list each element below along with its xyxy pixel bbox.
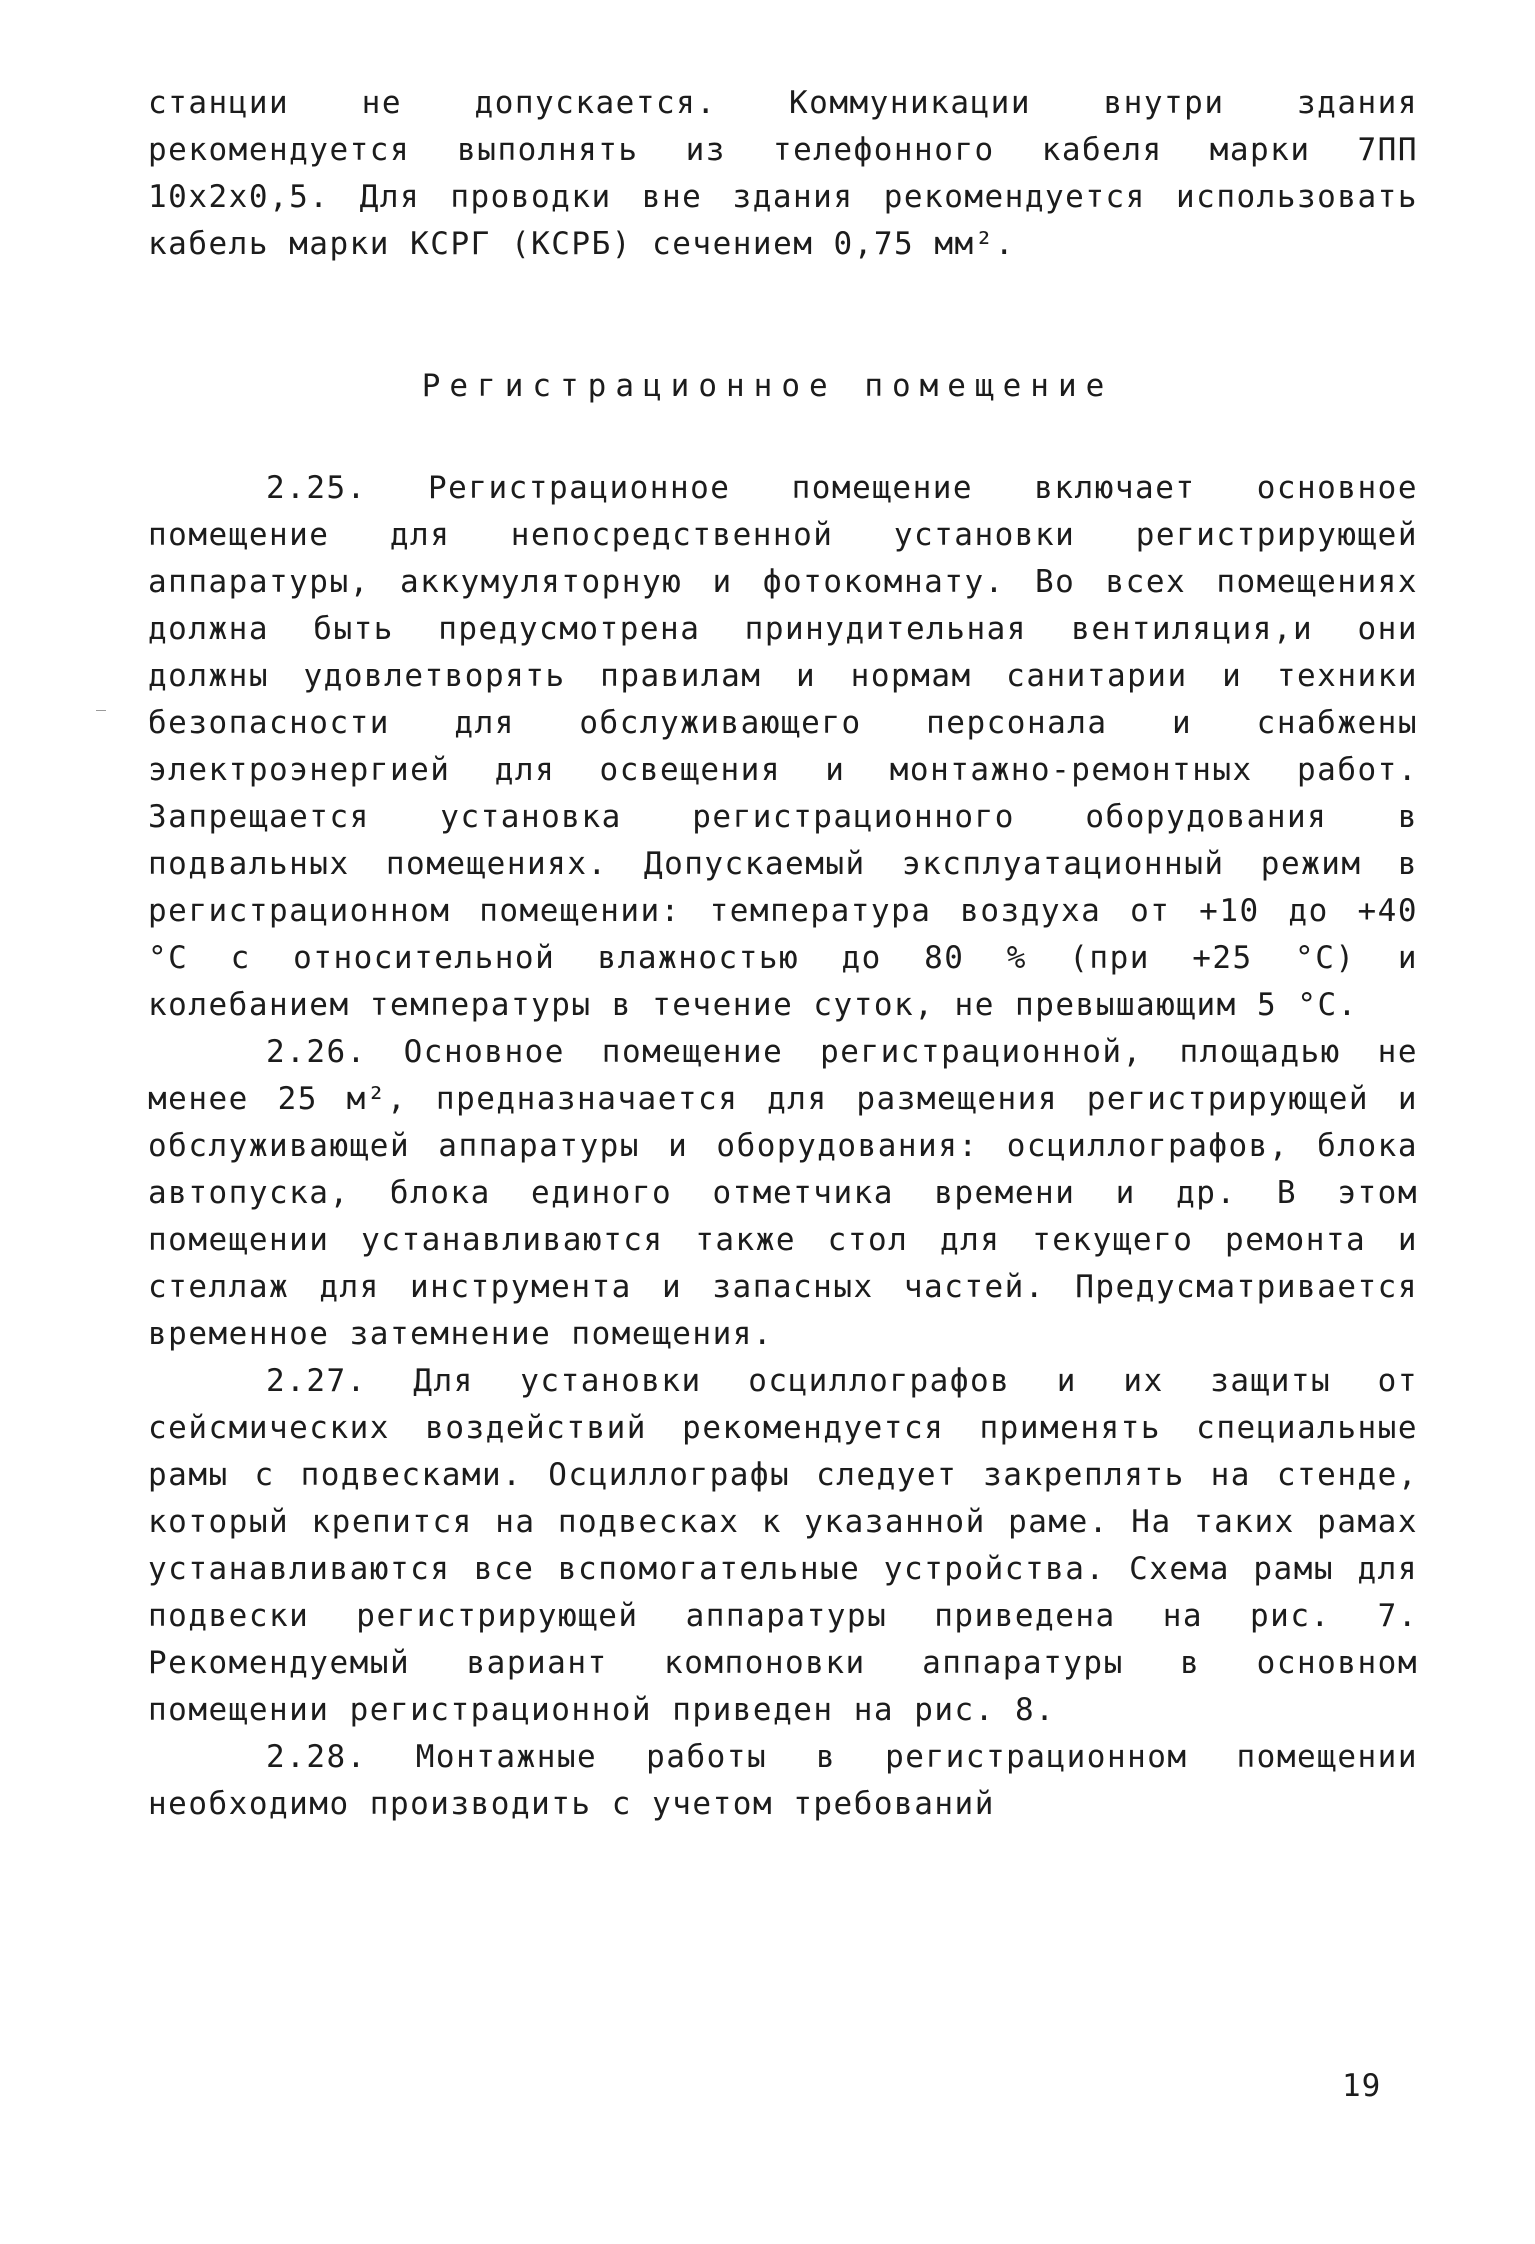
paragraph-2-28: 2.28. Монтажные работы в регистрационном помещении необходимо производить с учетом требований xyxy=(148,1739,1418,1822)
intro-text: станции не допускается. Коммуникации внутри здания рекомендуется выполнять из телефонного кабеля марки 7ПП 10х2х0,5. Для проводки вне здания рекомендуется использовать кабель марки КСРГ (КСРБ) сечением 0,75 мм². xyxy=(148,85,1418,262)
paragraph-2-25: 2.25. Регистрационное помещение включает основное помещение для непосредственной установки регистрирующей аппаратуры, аккумуляторную и фотокомнату. Во всех помещениях должна быть предусмотрена принудительная вентиляция,и они должны удовлетворять правилам и нормам санитарии и техники безопасности для обслуживающего персонала и снабжены электроэнергией для освещения и монтажно-ремонтных работ. Запрещается установка регистрационного оборудования в подвальных помещениях. Допускаемый эксплуатационный режим в регистрационном помещении: температура воздуха от +10 до +40 °С с относительной влажностью до 80 % (при +25 °С) и колебанием температуры в течение суток, не превышающим 5 °С. xyxy=(148,470,1418,1023)
intro-paragraph xyxy=(148,80,1418,268)
section-heading: Регистрационное помещение xyxy=(421,368,1114,404)
page-number: 19 xyxy=(1342,2068,1382,2104)
paragraph-2-27: 2.27. Для установки осциллографов и их защиты от сейсмических воздействий рекомендуется применять специальные рамы с подвесками. Осциллографы следует закреплять на стенде, который крепится на подвесках к указанной раме. На таких рамах устанавливаются все вспомогательные устройства. Схема рамы для подвески регистрирующей аппаратуры приведена на рис. 7. Рекомендуемый вариант компоновки аппаратуры в основном помещении регистрационной приведен на рис. 8. xyxy=(148,1363,1418,1728)
paragraph-2-26: 2.26. Основное помещение регистрационной, площадью не менее 25 м², предназначается для размещения регистрирующей и обслуживающей аппаратуры и оборудования: осциллографов, блока автопуска, блока единого отметчика времени и др. В этом помещении устанавливаются также стол для текущего ремонта и стеллаж для инструмента и запасных частей. Предусматривается временное затемнение помещения. xyxy=(148,1034,1418,1352)
section-body xyxy=(148,465,1418,1828)
margin-mark xyxy=(96,710,106,711)
